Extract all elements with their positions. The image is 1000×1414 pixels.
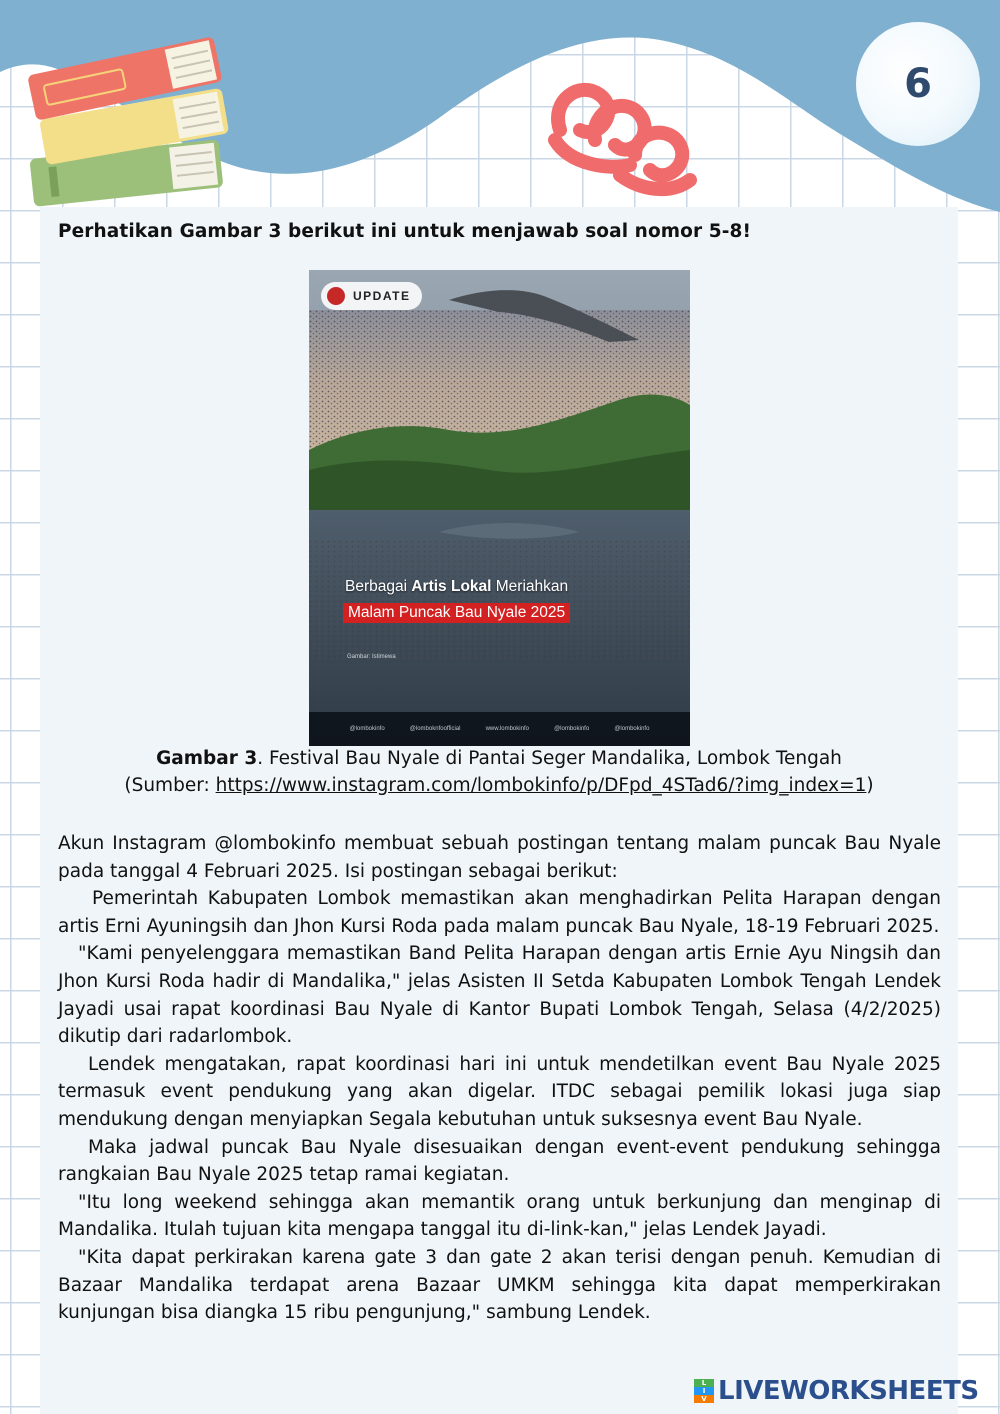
paragraph: "Itu long weekend sehingga akan memantik orang untuk berkunjung dan menginap di Mandalika. Itulah tujuan kita mengapa tanggal itu di-link-kan," jelas Lendek Jayadi.: [58, 1191, 941, 1241]
figure-caption-text: . Festival Bau Nyale di Pantai Seger Mandalika, Lombok Tengah: [257, 748, 842, 769]
social-handle: @lomboknfoofficial: [409, 726, 461, 732]
lombokinfo-logo-icon: [327, 287, 345, 305]
photo-headline-highlight: Malam Puncak Bau Nyale 2025: [343, 603, 570, 623]
paragraph: Pemerintah Kabupaten Lombok memastikan akan menghadirkan Pelita Harapan dengan artis Erni Ayuningsih dan Jhon Kursi Roda pada malam puncak Bau Nyale, 18-19 Februari 2025.: [58, 888, 941, 937]
social-handle: @lombokinfo: [554, 726, 590, 732]
paragraph: Akun Instagram @lombokinfo membuat sebuah postingan tentang malam puncak Bau Nyale pada tanggal 4 Februari 2025. Isi postingan sebagai berikut:: [58, 833, 941, 882]
books-illustration: [22, 8, 252, 208]
paragraph: Lendek mengatakan, rapat koordinasi hari ini untuk mendetilkan event Bau Nyale 2025 termasuk event pendukung yang akan digelar. ITDC sebagai pemilik lokasi juga siap mendukung dengan menyiapkan Segala kebutuhan untuk suksesnya event Bau Nyale.: [58, 1053, 941, 1130]
photo-headline: Berbagai Artis Lokal Meriahkan: [345, 578, 569, 595]
photo-credit: Gambar: Istimewa: [347, 654, 396, 660]
instruction-heading: Perhatikan Gambar 3 berikut ini untuk menjawab soal nomor 5-8!: [58, 221, 751, 242]
figure-source: (Sumber: https://www.instagram.com/lombokinfo/p/DFpd_4STad6/?img_index=1): [124, 775, 874, 796]
liveworksheets-text: LIVEWORKSHEETS: [718, 1376, 979, 1406]
paragraph: "Kami penyelenggara memastikan Band Pelita Harapan dengan artis Ernie Ayu Ningsih dan Jhon Kursi Roda hadir di Mandalika," jelas Asisten II Setda Kabupaten Lombok Tengah Lendek Jayadi usai rapat koordinasi Bau Nyale di Kantor Bupati Lombok Tengah, Selasa (4/2/2025) dikutip dari radarlombok.: [58, 943, 941, 1048]
swirl-decoration: [540, 70, 710, 200]
liveworksheets-watermark: [694, 1376, 979, 1406]
source-link[interactable]: https://www.instagram.com/lombokinfo/p/DFpd_4STad6/?img_index=1: [215, 775, 867, 796]
figure-caption: [40, 748, 958, 769]
social-handle: @lombokinfo: [349, 726, 385, 732]
photo-social-footer: [309, 712, 690, 746]
liveworksheets-logo-icon: L I V: [694, 1379, 714, 1403]
page-number: 6: [904, 61, 932, 107]
paragraph: "Kita dapat perkirakan karena gate 3 dan gate 2 akan terisi dengan penuh. Kemudian di Bazaar Mandalika terdapat arena Bazaar UMKM sehingga kita dapat memperkirakan kunjungan bisa diangka 15 ribu pengunjung," sambung Lendek.: [58, 1246, 941, 1324]
page-number-badge: [856, 22, 980, 146]
beach-photo-illustration: [309, 270, 690, 746]
social-handle: www.lombokinfo: [485, 726, 529, 732]
article-body: [58, 830, 941, 1327]
update-badge: [321, 282, 422, 310]
paragraph: Maka jadwal puncak Bau Nyale disesuaikan dengan event-event pendukung sehingga rangkaian Bau Nyale 2025 tetap ramai kegiatan.: [58, 1136, 941, 1186]
social-handle: @lombokinfo: [614, 726, 650, 732]
figure-label: Gambar 3: [156, 748, 258, 769]
update-badge-text: UPDATE: [353, 289, 411, 303]
figure-3-image: [309, 270, 690, 746]
